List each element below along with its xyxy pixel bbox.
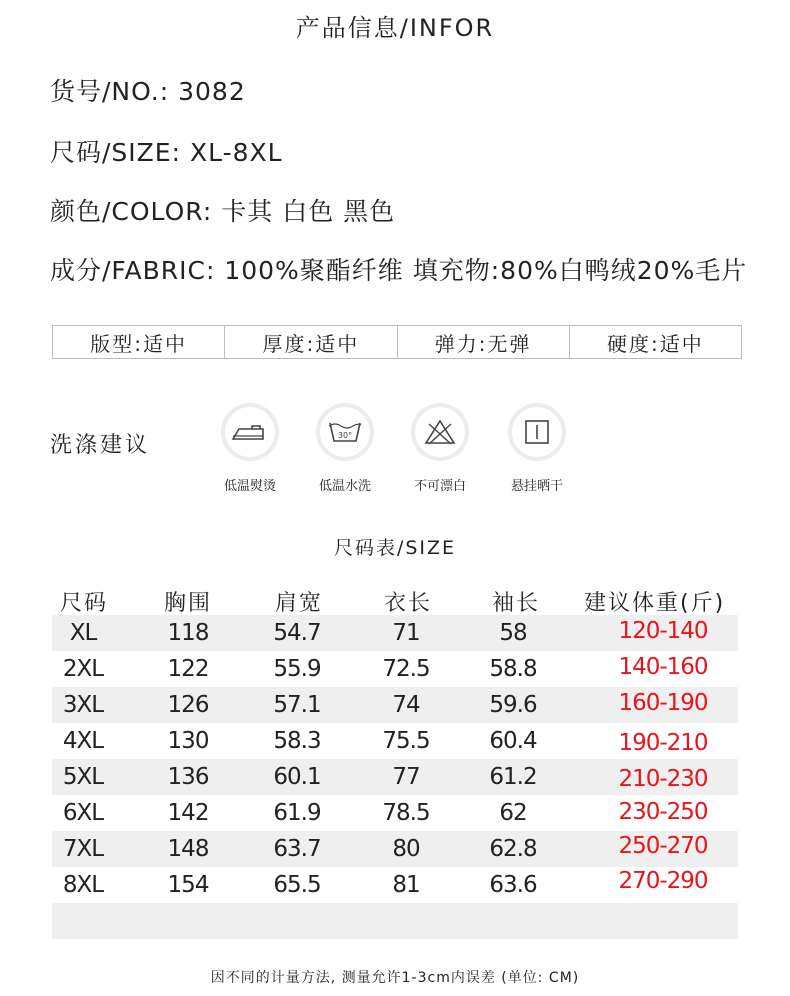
- cell-length: 74: [392, 692, 420, 718]
- cell-shoulder: 55.9: [273, 656, 321, 682]
- cell-shoulder: 60.1: [273, 764, 321, 790]
- cell-chest: 126: [167, 692, 209, 718]
- cell-shoulder: 61.9: [273, 800, 321, 826]
- cell-weight: 210-230: [618, 766, 708, 792]
- cell-length: 80: [392, 836, 420, 862]
- cell-length: 77: [392, 764, 420, 790]
- cell-sleeve: 60.4: [489, 728, 537, 754]
- cell-weight: 250-270: [618, 833, 708, 859]
- property-hardness: 硬度:适中: [607, 331, 704, 356]
- cell-size: XL: [69, 620, 97, 646]
- cell-chest: 154: [167, 872, 209, 898]
- cell-size: 8XL: [62, 872, 104, 898]
- header-size: 尺码: [60, 591, 109, 616]
- property-thickness: 厚度:适中: [225, 326, 397, 358]
- size-range: 尺码/SIZE: XL-8XL: [50, 138, 283, 167]
- cell-sleeve: 58.8: [489, 656, 537, 682]
- wash-30-icon: [316, 403, 374, 461]
- wash-temp: 30°: [337, 431, 353, 440]
- cell-weight: 140-160: [618, 654, 708, 680]
- hang-dry-icon: [508, 403, 566, 461]
- wash-caption: 低温水洗: [318, 479, 371, 494]
- cell-sleeve: 59.6: [489, 692, 537, 718]
- cell-weight: 270-290: [618, 868, 708, 894]
- measurement-note: 因不同的计量方法, 测量允许1-3cm内误差 (单位: CM): [210, 970, 580, 986]
- cell-shoulder: 63.7: [273, 836, 321, 862]
- cell-size: 5XL: [62, 764, 104, 790]
- bleach-caption: 不可漂白: [413, 479, 466, 494]
- cell-shoulder: 65.5: [273, 872, 321, 898]
- cell-chest: 142: [167, 800, 209, 826]
- cell-shoulder: 54.7: [273, 620, 321, 646]
- iron-caption: 低温熨烫: [223, 479, 276, 494]
- cell-sleeve: 61.2: [489, 764, 537, 790]
- dry-caption: 悬挂晒干: [510, 479, 563, 494]
- cell-size: 7XL: [62, 836, 104, 862]
- cell-sleeve: 63.6: [489, 872, 537, 898]
- cell-chest: 148: [167, 836, 209, 862]
- cell-sleeve: 58: [499, 620, 527, 646]
- cell-length: 72.5: [382, 656, 430, 682]
- row-stripe: [52, 903, 738, 939]
- iron-low-icon: [221, 403, 279, 461]
- cell-size: 6XL: [62, 800, 104, 826]
- cell-sleeve: 62: [499, 800, 527, 826]
- cell-length: 71: [392, 620, 420, 646]
- header-sleeve: 袖长: [492, 591, 541, 616]
- cell-length: 81: [392, 872, 420, 898]
- cell-size: 2XL: [62, 656, 104, 682]
- wash-label: 洗涤建议: [50, 433, 151, 458]
- item-number: 货号/NO.: 3082: [50, 77, 246, 106]
- cell-weight: 120-140: [618, 618, 708, 644]
- header-weight: 建议体重(斤): [584, 591, 726, 616]
- cell-chest: 130: [167, 728, 209, 754]
- cell-chest: 122: [167, 656, 209, 682]
- cell-size: 3XL: [62, 692, 104, 718]
- header-shoulder: 肩宽: [275, 591, 324, 616]
- cell-weight: 190-210: [618, 730, 708, 756]
- page-title: 产品信息/INFOR: [295, 14, 495, 42]
- cell-weight: 230-250: [618, 799, 708, 825]
- cell-size: 4XL: [62, 728, 104, 754]
- cell-length: 75.5: [382, 728, 430, 754]
- header-chest: 胸围: [164, 591, 213, 616]
- property-elasticity: 弹力:无弹: [398, 326, 570, 358]
- cell-chest: 118: [167, 620, 209, 646]
- fabric-composition: 成分/FABRIC: 100%聚酯纤维 填充物:80%白鸭绒20%毛片: [50, 256, 748, 285]
- cell-shoulder: 58.3: [273, 728, 321, 754]
- cell-length: 78.5: [382, 800, 430, 826]
- header-length: 衣长: [384, 591, 433, 616]
- cell-shoulder: 57.1: [273, 692, 321, 718]
- cell-chest: 136: [167, 764, 209, 790]
- property-fit: 版型:适中: [53, 326, 225, 358]
- no-bleach-icon: [411, 403, 469, 461]
- cell-sleeve: 62.8: [489, 836, 537, 862]
- size-table-title: 尺码表/SIZE: [333, 537, 457, 559]
- cell-weight: 160-190: [618, 690, 708, 716]
- color-options: 颜色/COLOR: 卡其 白色 黑色: [50, 197, 396, 226]
- property-bar: [52, 325, 742, 359]
